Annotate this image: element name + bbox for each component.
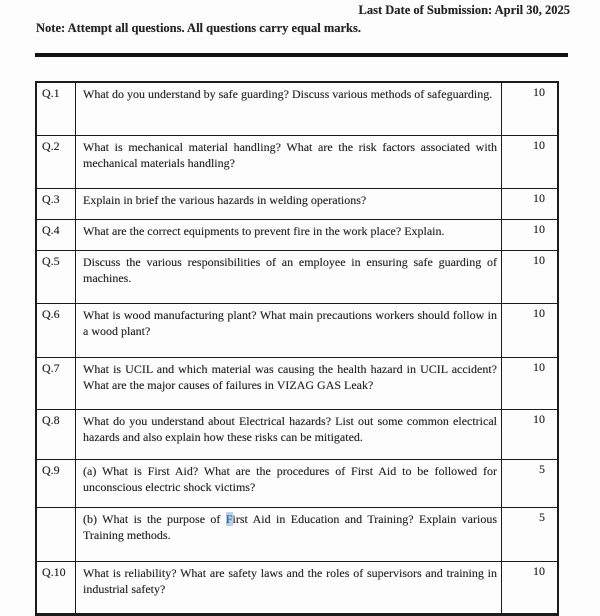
question-marks: 10	[533, 564, 545, 578]
question-text: Discuss the various responsibilities of an employee in ensuring safe guarding of machines.	[76, 251, 502, 303]
question-number: Q.3	[37, 189, 76, 219]
table-row	[37, 460, 557, 508]
question-number: Q.10	[37, 562, 76, 613]
question-marks: 10	[533, 412, 545, 426]
question-text-segment: (b) What is the purpose of	[83, 511, 226, 526]
question-marks: 10	[533, 85, 545, 99]
question-number: Q.4	[37, 220, 76, 250]
table-row	[37, 508, 557, 562]
question-number: Q.5	[37, 251, 76, 303]
submission-date-label: Last Date of Submission: April 30, 2025	[358, 3, 570, 17]
table-row	[37, 562, 557, 614]
question-marks: 10	[533, 253, 545, 267]
table-row	[37, 83, 557, 136]
table-row	[37, 189, 557, 220]
question-marks: 10	[533, 306, 545, 320]
question-text: What do you understand about Electrical hazards? List out some common electrical hazards and also explain how these risks can be mitigated.	[76, 410, 502, 459]
note-line: Note: Attempt all questions. All questions carry equal marks.	[36, 21, 361, 35]
question-number	[37, 508, 76, 561]
question-text: What is wood manufacturing plant? What main precautions workers should follow in a wood plant?	[76, 304, 502, 357]
question-marks: 5	[539, 462, 545, 476]
question-text: What is reliability? What are safety laws and the roles of supervisors and training in industrial safety?	[76, 562, 502, 613]
question-text: Explain in brief the various hazards in welding operations?	[76, 189, 502, 219]
question-number: Q.8	[37, 410, 76, 459]
table-row	[37, 410, 557, 460]
question-number: Q.7	[37, 358, 76, 409]
table-row	[37, 136, 557, 189]
question-text: What are the correct equipments to prevent fire in the work place? Explain.	[76, 220, 502, 250]
question-marks: 5	[539, 510, 545, 524]
question-marks: 10	[533, 191, 545, 205]
table-row	[37, 251, 557, 304]
question-number: Q.9	[37, 460, 76, 507]
question-text-segment: irst Aid in Education and Training? Explain various Training methods.	[83, 511, 497, 542]
table-row	[37, 358, 557, 410]
question-marks: 10	[533, 138, 545, 152]
question-marks: 10	[533, 360, 545, 374]
questions-table	[35, 81, 559, 616]
table-row	[37, 220, 557, 251]
question-text	[76, 508, 502, 561]
question-text: What do you understand by safe guarding? Discuss various methods of safeguarding.	[76, 83, 502, 135]
divider-line	[35, 53, 568, 57]
question-text: (a) What is First Aid? What are the procedures of First Aid to be followed for unconscious electric shock victims?	[76, 460, 502, 507]
question-text: What is UCIL and which material was causing the health hazard in UCIL accident? What are the major causes of failures in VIZAG GAS Leak?	[76, 358, 502, 409]
question-number: Q.1	[37, 83, 76, 135]
question-marks: 10	[533, 222, 545, 236]
question-number: Q.2	[37, 136, 76, 188]
highlighted-character: F	[225, 511, 233, 526]
table-row	[37, 304, 557, 358]
question-text: What is mechanical material handling? What are the risk factors associated with mechanical materials handling?	[76, 136, 502, 188]
question-number: Q.6	[37, 304, 76, 357]
